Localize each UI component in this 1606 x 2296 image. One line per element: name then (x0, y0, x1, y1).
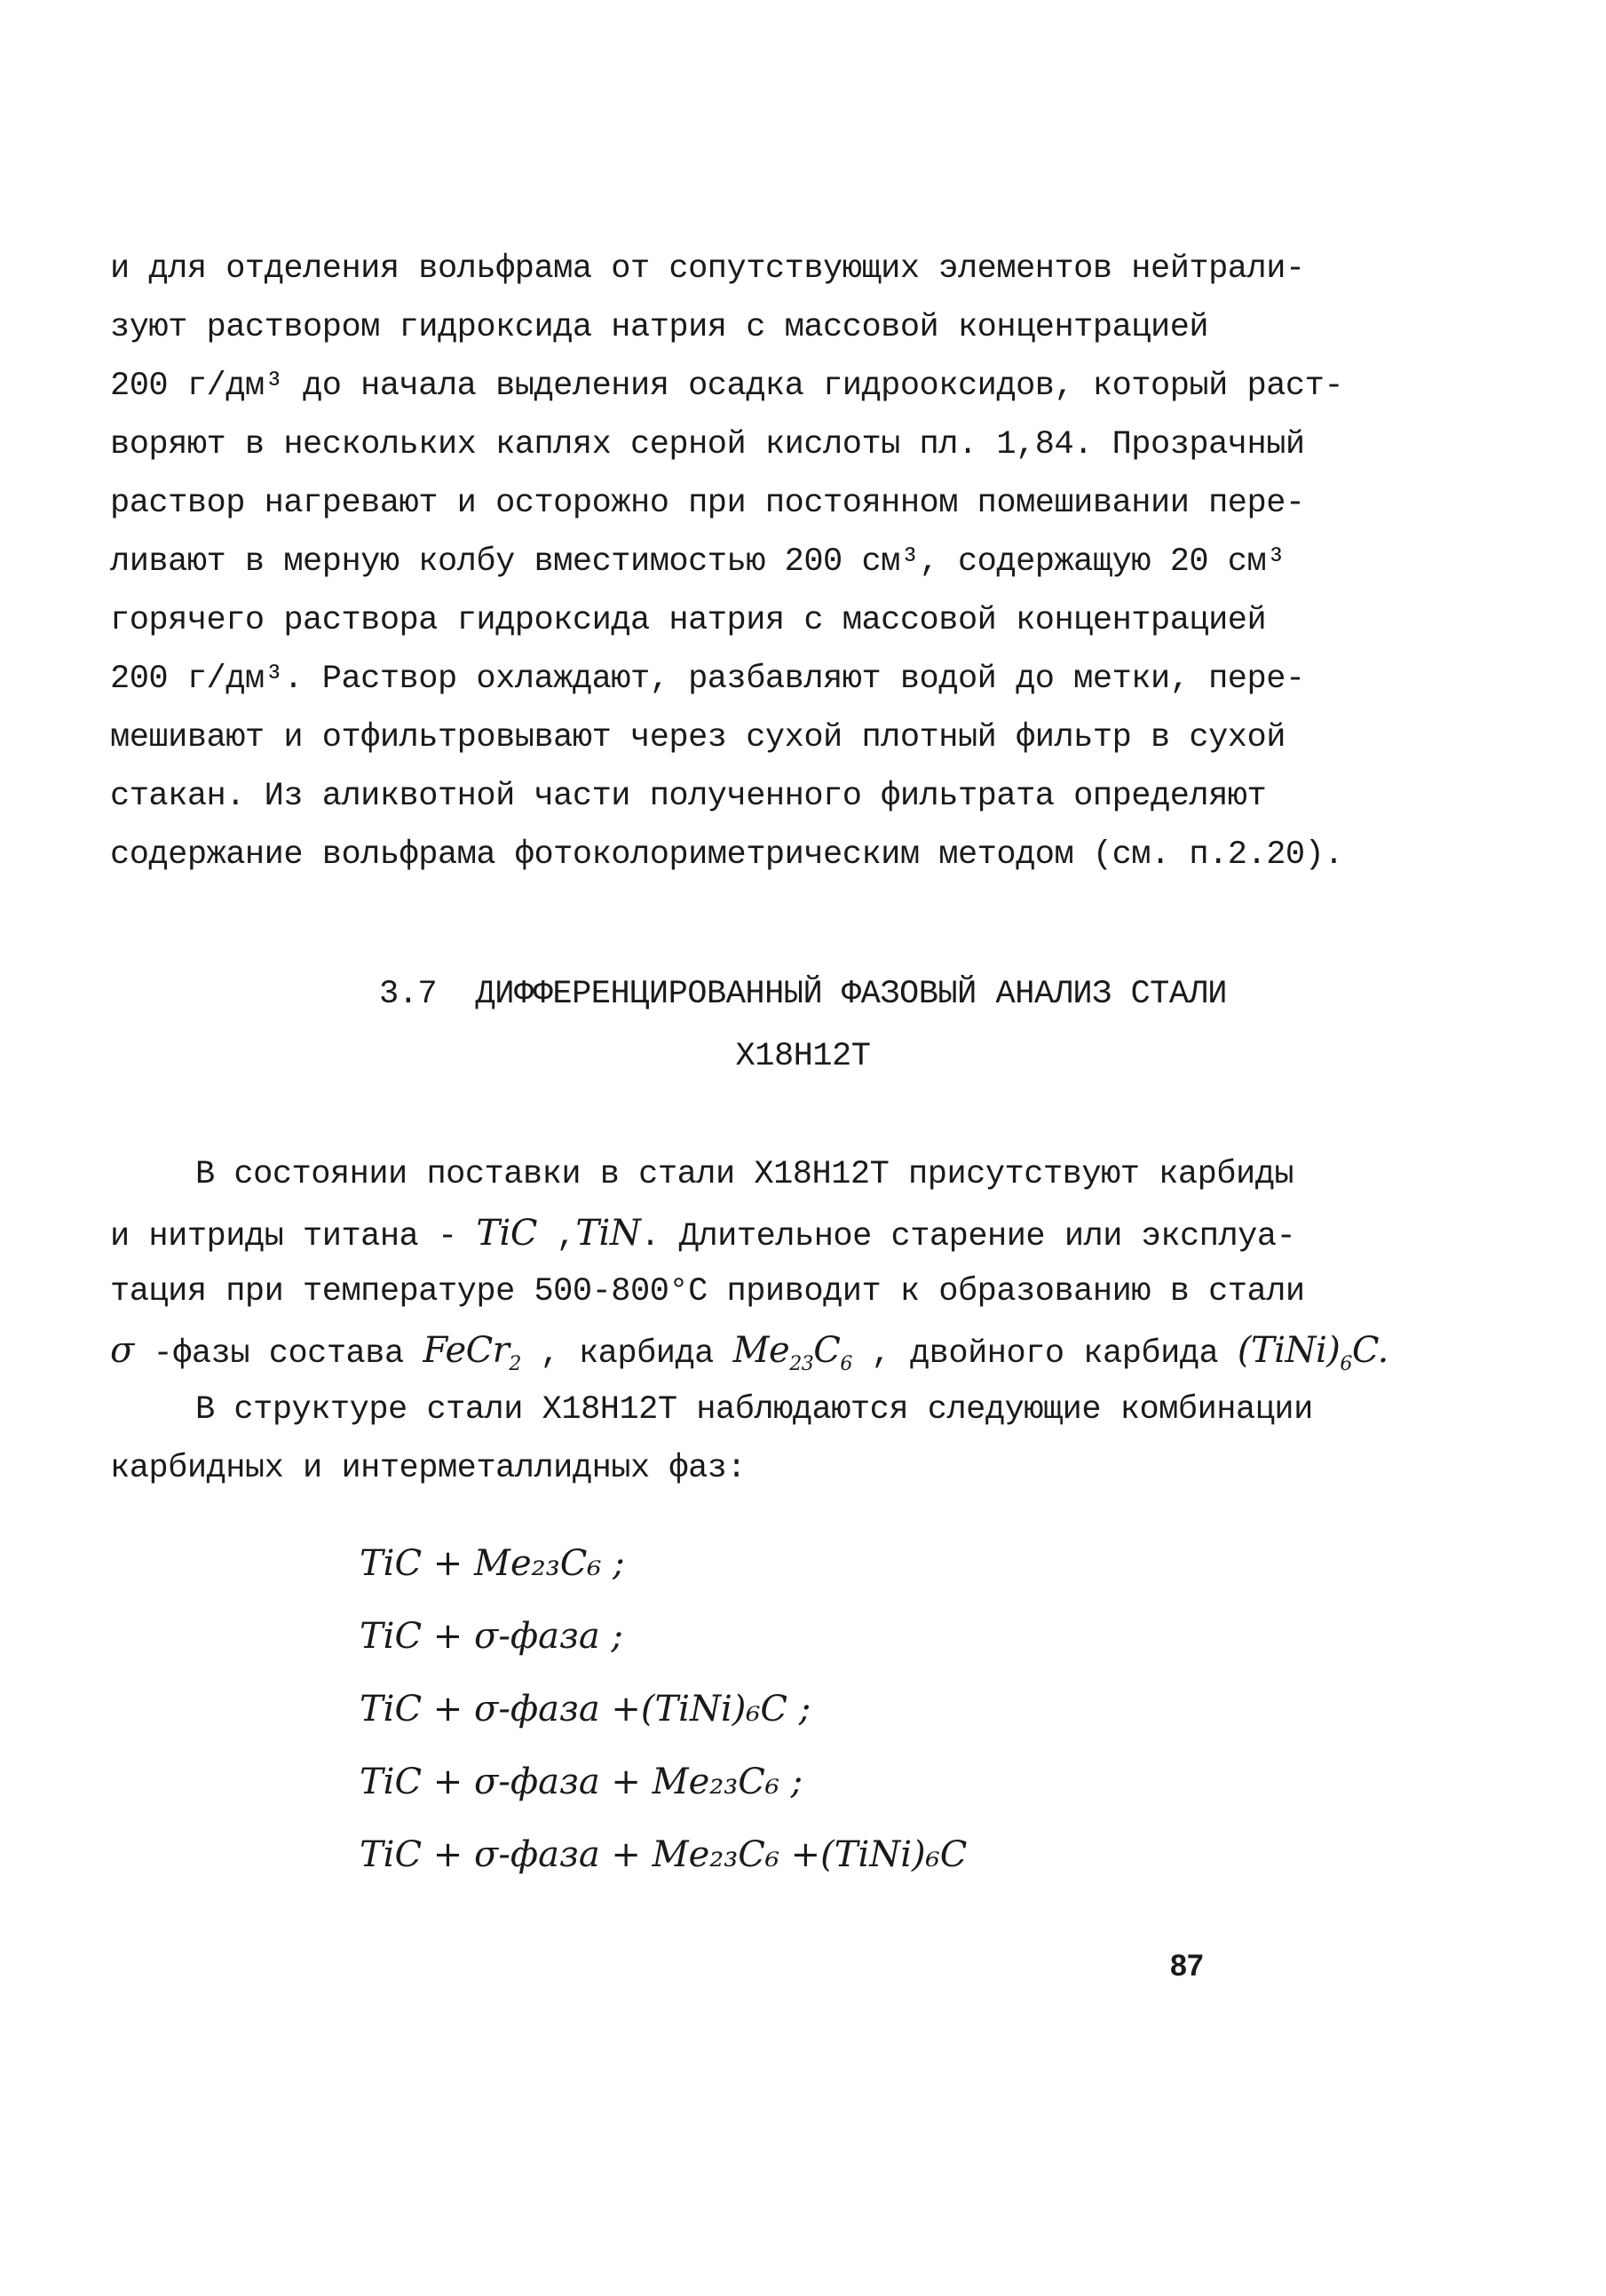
text-line: ливают в мерную колбу вместимостью 200 см³, содержащую 20 см³ (110, 543, 1286, 581)
text-span: , двойного карбида (851, 1335, 1238, 1373)
formula-subscript: 6 (840, 1353, 852, 1375)
section-heading-line1 (0, 963, 1606, 1025)
formula-base: C. (1351, 1330, 1388, 1371)
text-line: мешивают и отфильтровывают через сухой плотный фильтр в сухой (110, 719, 1286, 756)
paragraph-tungsten-procedure (110, 240, 1344, 884)
text-line: 200 г/дм³. Раствор охлаждают, разбавляют водой до метки, пере- (110, 661, 1305, 698)
text-line (110, 1321, 1388, 1380)
formula-tini6c (1237, 1330, 1388, 1375)
formula-line: TiC + σ-фаза +(TiNi)₆C ; (360, 1689, 811, 1730)
text-line: 200 г/дм³ до начала выделения осадка гидрооксидов, который раст- (110, 368, 1344, 405)
formula-base: Me (732, 1330, 790, 1371)
text-span: . Длительное старение или эксплуа- (640, 1218, 1296, 1255)
section-heading-line2: Х18Н12Т (735, 1038, 871, 1075)
section-title: ДИФФЕРЕНЦИРОВАННЫЙ ФАЗОВЫЙ АНАЛИЗ СТАЛИ (475, 976, 1227, 1013)
formula-line: TiC + Me₂₃C₆ ; (360, 1543, 625, 1584)
text-span: , карбида (520, 1335, 733, 1373)
formula-line: TiC + σ-фаза + Me₂₃C₆ +(TiNi)₆C (360, 1834, 968, 1875)
formula-subscript: 23 (789, 1353, 814, 1375)
text-line: раствор нагревают и осторожно при постоянном помешивании пере- (110, 485, 1305, 522)
section-number: 3.7 (379, 976, 438, 1013)
sigma-symbol: σ (110, 1330, 134, 1371)
formula-subscript: 6 (1340, 1353, 1352, 1375)
text-span: -фазы состава (133, 1335, 423, 1373)
page-number: 87 (1170, 1949, 1204, 1983)
formula-me23c6 (732, 1330, 852, 1375)
phase-combinations-list (360, 1527, 1070, 1891)
text-span: и нитриды титана - (110, 1218, 477, 1255)
paragraph-combinations-intro (110, 1381, 1313, 1498)
paragraph-steel-phases (110, 1145, 1388, 1380)
text-line: тация при температуре 500-800°С приводит к образованию в стали (110, 1273, 1305, 1310)
formula-line: TiC + σ-фаза ; (360, 1616, 623, 1657)
text-line: карбидных и интерметаллидных фаз: (110, 1450, 747, 1487)
formula-line: TiC + σ-фаза + Me₂₃C₆ ; (360, 1762, 803, 1802)
text-line: В состоянии поставки в стали Х18Н12Т присутствуют карбиды (195, 1156, 1294, 1193)
text-line: воряют в нескольких каплях серной кислоты пл. 1,84. Прозрачный (110, 426, 1305, 463)
text-line: содержание вольфрама фотоколориметрическим методом (см. п.2.20). (110, 836, 1344, 874)
text-line (110, 1204, 1296, 1263)
formula-fecr2 (423, 1330, 521, 1375)
text-span: , (536, 1218, 576, 1255)
text-line: В структуре стали Х18Н12Т наблюдаются следующие комбинации (195, 1391, 1313, 1429)
section-heading (0, 963, 1606, 1088)
text-line: горячего раствора гидроксида натрия с массовой концентрацией (110, 602, 1267, 639)
text-line: и для отделения вольфрама от сопутствующих элементов нейтрали- (110, 250, 1305, 288)
formula-base: C (813, 1330, 841, 1371)
formula-base: (TiNi) (1237, 1330, 1341, 1371)
text-line: стакан. Из аликвотной части полученного фильтрата определяют (110, 778, 1267, 815)
formula-tic: TiC (476, 1213, 537, 1254)
formula-tin: TiN (575, 1213, 641, 1254)
formula-base: FeCr (423, 1330, 510, 1371)
formula-subscript: 2 (509, 1353, 521, 1375)
text-line: зуют раствором гидроксида натрия с массовой концентрацией (110, 309, 1209, 346)
